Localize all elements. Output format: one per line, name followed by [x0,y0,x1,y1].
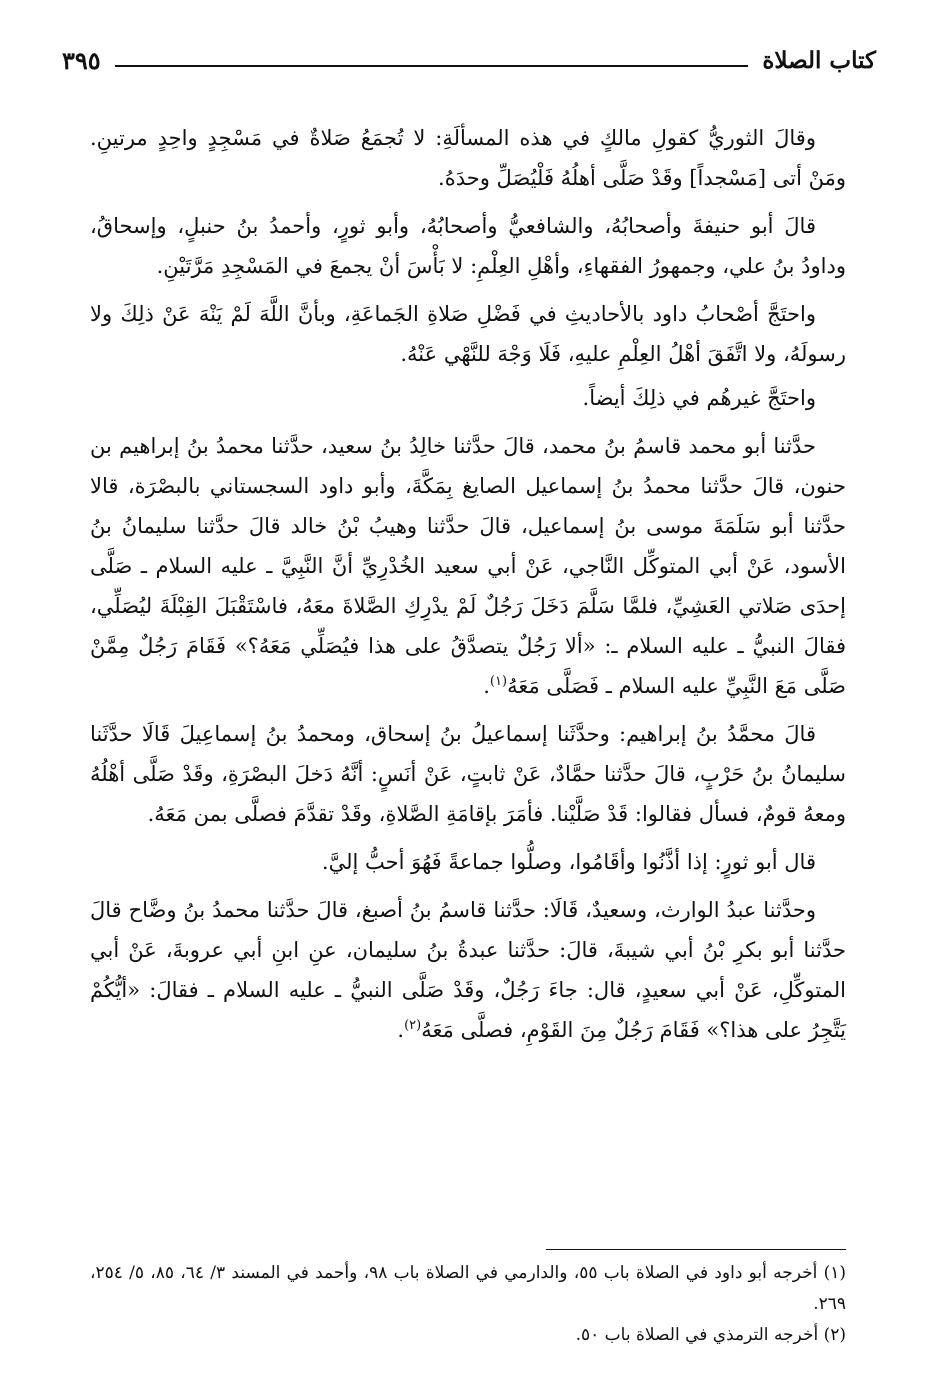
chapter-title: كتاب الصلاة [762,46,876,74]
footnote: (٢) أخرجه الترمذي في الصلاة باب ٥٠. [575,1325,846,1345]
header-rule [115,65,749,67]
paragraph: قالَ أبو حنيفةَ وأصحابُهُ، والشافعيُّ وأصحابُهُ، وأبو ثورٍ، وأحمدُ بنُ حنبلٍ، وإسحاقُ، وداودُ بنُ علي، وجمهورُ الفقهاءِ، وأهْلِ العِلْمِ: لا بَأْسَ أنْ يجمعَ في المَسْجِدِ مَرَّتَيْنِ. [90,214,846,278]
paragraph-text: حدَّثنا أبو محمد قاسمُ بنُ محمد، قالَ حدَّثنا خالِدُ بنُ سعيد، حدَّثنا محمدُ بنُ إبراهيم بن حنون، قالَ حدَّثنا محمدُ بنُ إسماعيل الصايغ بِمَكَّةَ، وأبو داود السجستاني بالبصْرَة، قالا حدَّثنا أبو سَلَمَةَ موسى بنُ إسماعيل، قالَ حدَّثنا وهيبُ بْنُ خالد قالَ حدَّثنا سليمانُ بنُ الأسود، عَنْ أبي المتوكِّل النَّاجي، عَنْ أبي سعيد الخُدْرِيِّ أنَّ النَّبِيَّ ـ عليه السلام ـ صَلَّى إحدَى صَلاتي العَشِيِّ، فلمَّا سَلَّمَ دَخَلَ رَجُلٌ لَمْ يدْرِكِ الصَّلاةَ معَهُ، فاسْتَقْبَلَ القِبْلَةَ ليُصَلِّي، فقالَ النبيُّ ـ عليه السلام ـ: «ألا رَجُلٌ يتصدَّقُ على هذا فيُصَلِّي مَعَهُ؟» فَقَامَ رَجُلٌ مِمَّنْ صَلَّى مَعَ النَّبِيِّ عليه السلام ـ فَصَلَّى مَعَهُ [90,434,846,698]
paragraph: واحتَجَّ غيرهُم في ذلِكَ أيضاً. [582,386,816,410]
paragraph: وقالَ الثوريُّ كقولِ مالكٍ في هذه المسألَةِ: لا تُجمَعُ صَلاةٌ في مَسْجِدٍ واحِدٍ مرتينِ. ومَنْ أتى [مَسْجداً] وقَدْ صَلَّى أهلُهُ فَلْيُصَلِّ وحدَهُ. [90,126,846,190]
footnotes [90,1258,846,1351]
page-header [62,38,876,82]
footnote-ref[interactable]: (٢) [404,1018,422,1033]
paragraph-end: . [483,674,490,698]
main-text [90,118,846,1054]
footnote: (١) أخرجه أبو داود في الصلاة باب ٥٥، والدارمي في الصلاة باب ٩٨، وأحمد في المسند ٣/ ٦٤، ٨٥، ٥/ ٢٥٤، ٢٦٩. [90,1263,847,1314]
paragraph-with-footnote [90,426,846,706]
footnote-ref[interactable]: (١) [489,674,508,689]
paragraph: واحتَجَّ أصْحابُ داود بالأحاديثِ في فَضْلِ صَلاةِ الجَماعَةِ، وبأنَّ اللَّهَ لَمْ يَنْهَ عَنْ ذلِكَ ولا رسولَهُ، ولا اتَّفَقَ أهْلُ العِلْمِ عليهِ، فَلَا وَجْهَ للنَّهْي عَنْهُ. [90,302,846,366]
paragraph-end: . [397,1018,405,1042]
paragraph-text: وحدَّثنا عبدُ الوارث، وسعيدٌ، قَالَا: حدَّثنا قاسمُ بنُ أصبغ، قالَ حدَّثنا محمدُ بنُ وضَّاح قالَ حدَّثنا أبو بكرِ بْنُ أبي شيبةَ، قالَ: حدَّثنا عبدةُ بنُ سليمان، عنِ ابنِ أبي عروبةَ، عَنْ أبي المتوكِّلِ، عَنْ أبي سعيدٍ، قال: جاءَ رَجُلٌ، وقَدْ صَلَّى النبيُّ ـ عليه السلام ـ فقالَ: «أيُّكُمْ يَتَّجِرُ على هذا؟» فَقَامَ رَجُلٌ مِنَ القَوْمِ، فصلَّى مَعَهُ [90,898,846,1042]
page-number: ٣٩٥ [62,45,101,75]
paragraph: قالَ محمَّدُ بنُ إبراهيم: وحدَّثَنا إسماعيلُ بنُ إسحاق، ومحمدُ بنُ إسماعِيلَ قَالَا حدَّثَنا سليمانُ بنُ حَرْبٍ، قالَ حدَّثنا حمَّادٌ، عَنْ ثابتٍ، عَنْ أنَسٍ: أنَّهُ دَخلَ البصْرَةِ، وقَدْ صَلَّى أهْلُهُ ومعهُ قومٌ، فسأل فقالوا: قَدْ صَلَّيْنا. فأمَرَ بإقامَةِ الصَّلاةِ، وقَدْ تقدَّمَ فصلَّى بمن مَعَهُ. [90,722,846,826]
footnote-separator [546,1249,846,1250]
paragraph-with-footnote [90,890,846,1050]
paragraph: قال أبو ثورٍ: إذا أذَّنُوا وأقَامُوا، وصلُّوا جماعةً فَهُوَ أحبُّ إليَّ. [321,850,816,874]
